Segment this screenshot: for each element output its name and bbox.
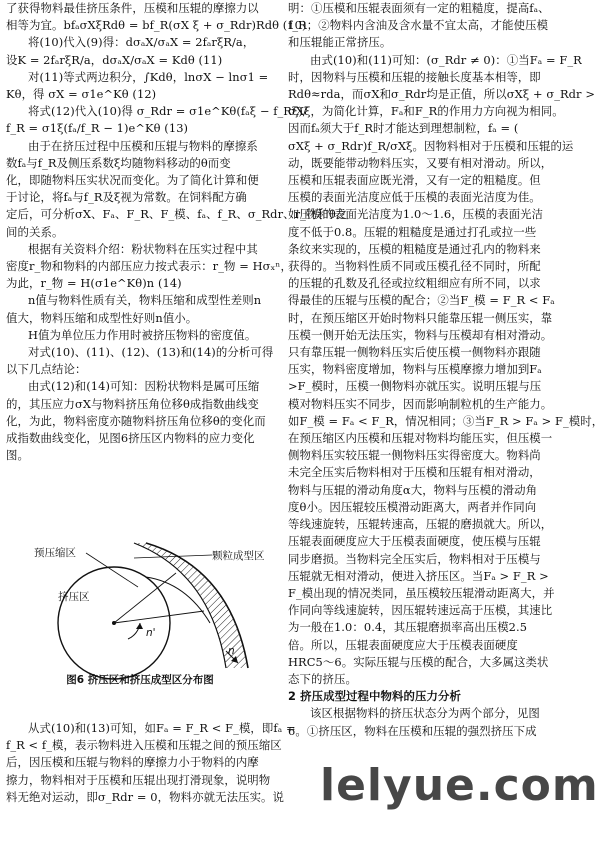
text-line: 料无绝对运动，即σ_Rdr = 0，物料亦就无法压实。说 [6, 789, 285, 804]
section-heading: 2 挤压成型过程中物料的压力分析 [288, 689, 461, 704]
text-line: 图。 [6, 448, 29, 463]
text-line: 模对物料压实不同步，因而影响制粒机的生产能力。 [288, 396, 553, 411]
text-line: 动，既要能带动物料压实，又要有相对滑动。所以， [288, 155, 553, 170]
text-line: 倍。所以，压辊表面硬度应大于压模表面硬度 [288, 637, 518, 652]
text-line: 如F_模 = Fₐ < F_R，情况相同；③当F_R > Fₐ > F_模时， [288, 413, 603, 428]
watermark-logo: lelyue.com [320, 760, 599, 811]
text-line: 从式(10)和(13)可知，如Fₐ = F_R < F_模，即fₐ = [28, 721, 296, 735]
text-line: 由式(10)和(11)可知：(σ_Rdr ≠ 0)：①当Fₐ = F_R [310, 52, 582, 67]
text-line: f_R < f_模，表示物料进入压模和压辊之间的预压缩区 [6, 738, 282, 753]
text-line: 压实，物料密度增加，物料与压模摩擦力增加到Fₐ [288, 362, 542, 377]
text-line: 等线速旋转，压辊转速高，压辊的磨损就大。所以， [288, 517, 553, 532]
text-line: 该区根据物料的挤压状态分为两个部分，见图 [310, 706, 540, 721]
text-line: 定后，可分析σX、Fₐ、F_R、F_模、fₐ、f_R、σ_Rdr、r_物和θ之 [6, 207, 348, 222]
text-line: 未完全压实后物料相对于压模和压辊有相对滑动， [288, 465, 541, 480]
text-line: 度不低于0.8。压辊的粗糙度是通过打孔或拉一些 [288, 224, 537, 239]
text-line: >F_模时，压模一侧物料亦就压实。说明压辊与压 [288, 379, 542, 394]
text-line: 得最佳的压辊与压模的配合；②当F_模 = F_R < Fₐ [288, 293, 555, 308]
text-line: 压辊表面硬度应大于压模表面硬度，使压模与压辊 [288, 534, 541, 549]
text-line: 压模的表面光洁度应低于压模的表面光洁度为佳。 [288, 190, 541, 205]
text-line: Kθ，得 σX = σ1e^Kθ (12) [6, 87, 157, 102]
roller-rotation-arrowhead [136, 623, 143, 629]
right-column-after-text [288, 705, 556, 739]
text-line: 相等为宜。bfₐσXξRdθ = bf_R(σX ξ + σ_Rdr)Rdθ (10) [6, 18, 307, 33]
text-line: 值大，物料压缩和成型性好则n值小。 [6, 310, 198, 325]
text-line: 在预压缩区内压模和压辊对物料均能压实，但压模一 [288, 431, 553, 446]
text-line: H值为单位压力作用时被挤压物料的密度值。 [28, 327, 257, 342]
text-line: 压辊就无相对滑动，便进入挤压区。当Fₐ > F_R > [288, 568, 549, 583]
text-line: 对式(10)、(11)、(12)、(13)和(14)的分析可得 [28, 345, 274, 360]
label-n: n [228, 645, 235, 657]
text-line: 将式(12)代入(10)得 σ_Rdr = σ1e^Kθ(fₐξ − f_Rξ)/ [28, 104, 307, 119]
text-line: 明：①压模和压辊表面须有一定的粗糙度，提高fₐ、 [288, 1, 550, 15]
label-prepress-zone: 预压缩区 [34, 547, 76, 559]
text-line: 物料与压辊的滑动角度α大，物料与压模的滑动角 [288, 482, 538, 497]
text-line: 如压模的表面光洁度为1.0～1.6，压模的表面光洁 [288, 207, 544, 222]
roller-rotation-arrow [128, 623, 140, 639]
text-line: 作同向等线速旋转，因压辊转速远高于压模，其速比 [288, 603, 553, 618]
text-line: 成指数曲线变化，见图6挤压区内物料的应力变化 [6, 431, 255, 446]
text-line: σXξ + σ_Rdr)f_R/σXξ。因物料相对于压模和压辊的运 [288, 138, 574, 153]
text-line: HRC5～6。实际压辊与压模的配合，大多属这类状 [288, 654, 549, 669]
text-line: 侧物料压实较压辊一侧物料压实得密度大。物料尚 [288, 448, 541, 463]
text-line: 化，为此，物料密度亦随物料挤压角位移θ的变化而 [6, 413, 266, 428]
text-line: 根据有关资料介绍：粉状物料在压实过程中其 [28, 241, 258, 256]
text-line: 只有靠压辊一侧物料压实后使压模一侧物料亦跟随 [288, 345, 541, 360]
text-line: 化，即随物料压实状况而变化。为了简化计算和便 [6, 173, 259, 188]
text-line: 设K = 2fₐrξR/a，dσₐX/σₐX = Kdθ (11) [6, 52, 223, 67]
text-line: n值与物料性质有关，物料压缩和成型性差则n [28, 293, 262, 308]
left-column-bottom-text [6, 720, 296, 806]
right-column [288, 0, 603, 740]
radius-line-2 [114, 611, 204, 623]
text-line: Rdθ≈rda，而σX和σ_Rdr均是正值，所以σXξ + σ_Rdr > [288, 87, 595, 102]
label-pellet-zone: 颗粒成型区 [212, 550, 265, 562]
text-line: f_R = σ1ξ(fₐ/f_R − 1)e^Kθ (13) [6, 121, 189, 136]
text-line: 将(10)代入(9)得：dσₐX/σₐX = 2fₐrξR/a， [28, 35, 255, 50]
text-line: 和压辊能正常挤压。 [288, 35, 392, 50]
text-line: 对(11)等式两边积分，∫Kdθ，lnσX − lnσ1 = [28, 69, 269, 84]
text-line: 时，因物料与压模和压辊的接触长度基本相等，即 [288, 69, 541, 84]
text-line: σXξ，为简化计算，Fₐ和F_R的作用力方向视为相同。 [288, 104, 564, 119]
text-line: f_R；②物料内含油及含水量不宜太高，才能使压模 [288, 18, 549, 33]
text-line: 同步磨损。当物料完全压实后，物料相对于压模与 [288, 551, 541, 566]
right-column-text [288, 0, 603, 688]
text-line: 为此，r_物 = H(σ1e^Kθ)n (14) [6, 276, 182, 291]
text-line: 由式(12)和(14)可知：因粉状物料是属可压缩 [28, 379, 260, 394]
figure-caption: 图6 挤压区和挤压成型区分布图 [66, 674, 214, 686]
text-line: 的，其压应力σX与物料挤压角位移θ成指数曲线变 [6, 396, 259, 411]
text-line: 态下的挤压。 [288, 671, 357, 686]
text-line: 条纹来实现的，压模的粗糙度是通过孔内的物料来 [288, 241, 541, 256]
text-line: 擦力，物料相对于压模和压辊出现打滑现象，说明物 [6, 772, 271, 787]
text-line: 压模和压辊表面应既光滑，又有一定的粗糙度。但 [288, 173, 541, 188]
label-n-prime: n' [146, 627, 156, 639]
left-column-bottom [6, 720, 296, 806]
text-line: 以下几点结论： [6, 362, 87, 377]
text-line: 密度r_物和物料的内部压应力按式表示：r_物 = Hσₓⁿ， [6, 259, 292, 274]
label-extrusion-zone: 挤压区 [58, 591, 90, 603]
text-line: 时，在预压缩区开始时物料只能靠压辊一侧压实，靠 [288, 310, 553, 325]
text-line: 的压辊的孔数及孔径或拉纹粗细应有所不同，以求 [288, 276, 541, 291]
text-line: 压模一侧开始无法压实，物料与压模却有相对滑动。 [288, 327, 553, 342]
text-line: 获得的。当物料性质不同或压模孔径不同时，所配 [288, 259, 541, 274]
text-line: F_模出现的情况类同，虽压模较压辊滑动距离大，并 [288, 585, 555, 600]
text-line: 了获得物料最佳挤压条件，压模和压辊的摩擦力以 [6, 1, 259, 15]
text-line: 数fₐ与f_R及侧压系数ξ均随物料移动的θ而变 [6, 155, 231, 170]
text-line: 由于在挤压过程中压模和压辊与物料的摩擦系 [28, 138, 258, 153]
text-line: 因而fₐ须大于f_R时才能达到理想制粒，fₐ = ( [288, 121, 519, 136]
text-line: 后，因压模和压辊与物料的摩擦力小于物料的内摩 [6, 755, 259, 770]
text-line: 为一般在1.0：0.4，其压辊磨损率高出压模2.5 [288, 620, 528, 635]
text-line: 度θ小。因压辊较压模滑动距离大，两者并作同向 [288, 499, 537, 514]
text-line: 间的关系。 [6, 224, 64, 239]
text-line: 于讨论，将fₐ与f_R及ξ视为常数。在饲料配方确 [6, 190, 247, 205]
radius-line-1 [114, 573, 176, 623]
text-line: 6。①挤压区，物料在压模和压辊的强烈挤压下成 [288, 723, 537, 738]
